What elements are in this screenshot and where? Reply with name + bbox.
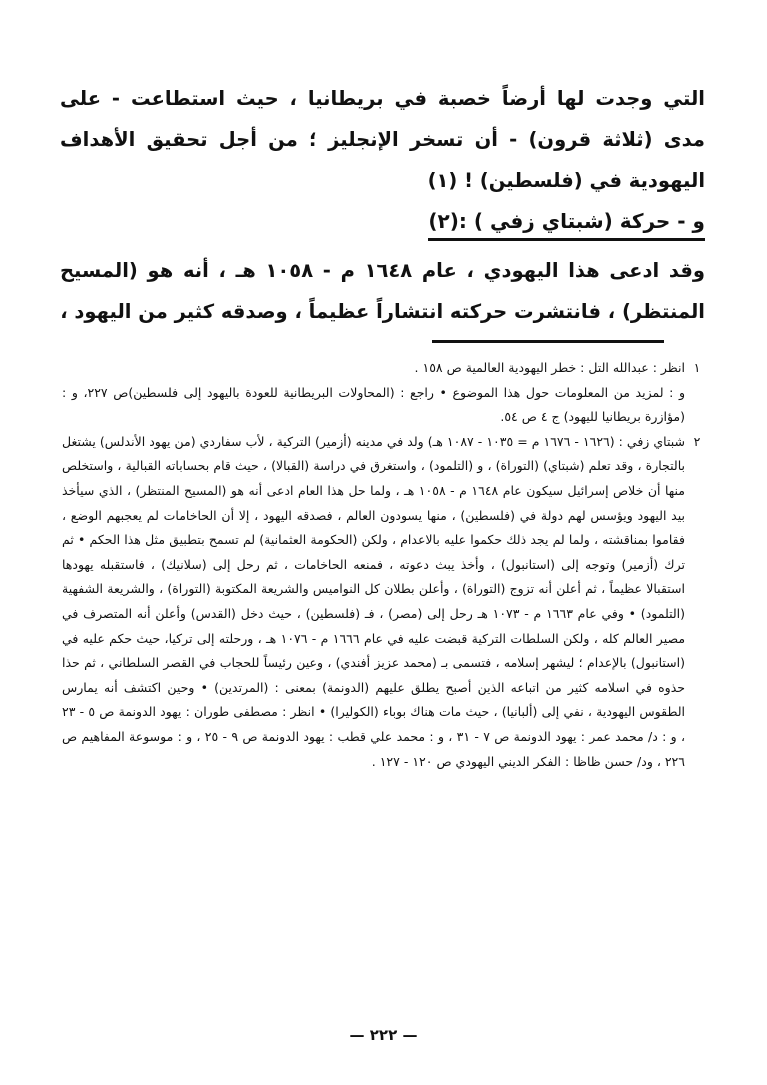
footnote-line: انظر : عبدالله التل : خطر اليهودية العالمية ص ١٥٨ . (414, 360, 685, 375)
footnote-line: شبتاي زفي : (١٦٢٦ - ١٦٧٦ م = ١٠٣٥ - ١٠٨٧ هـ) ولد في مدينه (أزمير) التركية ، لأب سفاردي (من يهود الأندلس) يشتغل بالتجارة ، وقد تعلم (شبتاي) (التوراة) ، و (التلمود) ، واستغرق في دراسة (القبالا) ، حيث قام بحساباته القبالية ، واستخلص منها أن خلاص إسرائيل سيكون عام ١٦٤٨ م - ١٠٥٨ هـ ، ولما حل هذا العام ادعى أنه هو (المسيح المنتظر) ، الذي سيأخذ بيد اليهود ويؤسس لهم دولة في (فلسطين) ، منها يسودون العالم ، فصدقه اليهود ، إلا أن الحاخامات لم يعجبهم الوضع ، فقاموا بمناقشته ، ولما لم يجد ذلك حكموا عليه بالاعدام ، ولكن (الحكومة العثمانية) لم تسمح بتطبيق مثل هذا الحكم • ثم ترك (أزمير) وتوجه إلى (استانبول) ، وأخذ يبث دعوته ، فمنعه الحاخامات ، ثم رحل إلى (سلانيك) ، فاستقبله يهودها استقبالا عظيماً ، ثم أعلن أنه تزوج (التوراة) ، وأعلن بطلان كل النواميس والشريعة المكتوبة (التوراة) ، والشريعة الشفهية (التلمود) • وفي عام ١٦٦٣ م - ١٠٧٣ هـ رحل إلى (مصر) ، فـ (فلسطين) ، حيث دخل (القدس) وأعلن أنه المتصرف في مصير العالم كله ، ولكن السلطات التركية قبضت عليه في عام ١٦٦٦ م - ١٠٧٦ هـ ، ورحلته إلى تركيا، حيث حكم عليه في (استانبول) بالإعدام ؛ ليشهر إسلامه ، فتسمى بـ (محمد عزيز أفندي) ، وعين رئيساً للحجاب في القصر السلطاني ، ثم حذا حذوه في اسلامه كثير من اتباعه الذين أصبح يطلق عليهم (الدونمة) بمعنى : (المرتدين) • وحين اكتشف أنه يمارس الطقوس اليهودية ، نفي إلى (ألبانيا) ، حيث مات هناك بوباء (الكوليرا) • انظر : مصطفى طوران : يهود الدونمة ص ٥ - ٢٣ ، و : د/ محمد عمر : يهود الدونمة ص ٧ - ٣١ ، و : محمد علي قطب : يهود الدونمة ص ٩ - ٢٥ ، و : موسوعة المفاهيم ص ٢٢٦ ، ود/ حسن ظاظا : الفكر الديني اليهودي ص ١٢٠ - ١٢٧ . (62, 433, 686, 769)
section-heading: و - حركة (شبتاي زفي ) :(٢) (428, 206, 705, 241)
footnote-number: ٢ (693, 433, 701, 449)
footnote-number: ١ (693, 360, 701, 375)
paragraph-1: التي وجدت لها أرضاً خصبة في بريطانيا ، حيث استطاعت - على مدى (ثلاثة قرون) - أن تسخر الإنجليز ؛ من أجل تحقيق الأهداف اليهودية في (فلسطين) ! (١) (60, 87, 705, 192)
main-text (60, 78, 705, 332)
footnote-line: و : لمزيد من المعلومات حول هذا الموضوع • راجع : (المحاولات البريطانية للعودة باليهود إلى فلسطين)ص ٢٢٧، و : (مؤازرة بريطانيا لليهود) ج ٤ ص ٥٤. (62, 384, 685, 425)
paragraph-2: وقد ادعى هذا اليهودي ، عام ١٦٤٨ م - ١٠٥٨ هـ ، أنه هو (المسيح المنتظر) ، فانتشرت حركته انتشاراً عظيماً ، وصدقه كثير من اليهود ، (60, 259, 705, 323)
footnote-1 (62, 356, 705, 430)
footnote-separator (432, 340, 664, 343)
footnotes (62, 356, 705, 774)
page-number: — ٢٢٢ — (349, 1026, 418, 1044)
footnote-2 (62, 430, 705, 774)
